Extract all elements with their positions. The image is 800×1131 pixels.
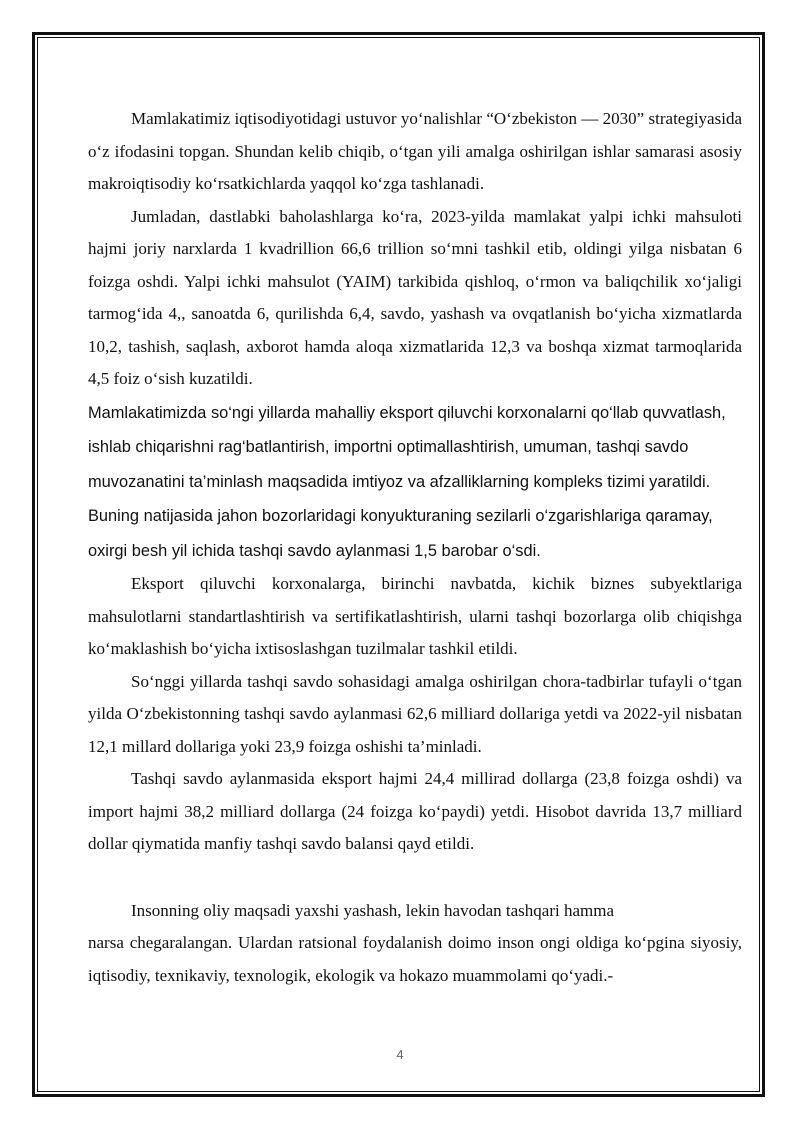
document-body bbox=[88, 103, 742, 992]
paragraph-strategy: Mamlakatimiz iqtisodiyotidagi ustuvor yo‘nalishlar “O‘zbekiston — 2030” strategiyasida o‘z ifodasini topgan. Shundan kelib chiqib, o‘tgan yili amalga oshirilgan ishlar samarasi asosiy makroiqtisodiy ko‘rsatkichlarda yaqqol ko‘zga tashlanadi. bbox=[88, 109, 742, 193]
paragraph-export-import: Tashqi savdo aylanmasida eksport hajmi 24,4 millirad dollarga (23,8 foizga oshdi) va import hajmi 38,2 milliard dollarga (24 foizga ko‘paydi) yetdi. Hisobot davrida 13,7 milliard dollar qiymatida manfiy tashqi savdo balansi qayd etildi. bbox=[88, 769, 742, 853]
page-number: 4 bbox=[396, 1047, 404, 1062]
paragraph-export-structures: Eksport qiluvchi korxonalarga, birinchi navbatda, kichik biznes subyektlariga mahsulotlarni standartlashtirish va sertifikatlashtirish, ularni tashqi bozorlarga olib chiqishga ko‘maklashish bo‘yicha ixtisoslashgan tuzilmalar tashkil etildi. bbox=[88, 574, 742, 658]
paragraph-trade-turnover: So‘nggi yillarda tashqi savdo sohasidagi amalga oshirilgan chora-tadbirlar tufayli o‘tgan yilda O‘zbekistonning tashqi savdo aylanmasi 62,6 milliard dollariga yetdi va 2022-yil nisbatan 12,1 millard dollariga yoki 23,9 foizga oshishi ta’minladi. bbox=[88, 671, 742, 756]
paragraph-human-goal-continued: narsa chegaralangan. Ulardan ratsional foydalanish doimo inson ongi oldiga ko‘pgina siyosiy, iqtisodiy, texnikaviy, texnologik, ekologik va hokazo muammolami qo‘yadi.- bbox=[88, 933, 742, 985]
paragraph-export-support: Mamlakatimizda so‘ngi yillarda mahalliy eksport qiluvchi korxonalarni qo‘llab quvvatlash, ishlab chiqarishni rag‘batlantirish, importni optimallashtirish, umuman, tashqi savdo muvozanatini ta’minlash maqsadida imtiyoz va afzalliklarning kompleks tizimi yaratildi. Buning natijasida jahon bozorlaridagi konyukturaning sezilarli o‘zgarishlariga qaramay, oxirgi besh yil ichida tashqi savdo aylanmasi 1,5 barobar o‘sdi. bbox=[88, 403, 726, 560]
paragraph-gdp: Jumladan, dastlabki baholashlarga ko‘ra, 2023-yilda mamlakat yalpi ichki mahsuloti hajmi joriy narxlarda 1 kvadrillion 66,6 trillion so‘mni tashkil etib, oldingi yilga nisbatan 6 foizga oshdi. Yalpi ichki mahsulot (YAIM) tarkibida qishloq, o‘rmon va baliqchilik xo‘jaligi tarmog‘ida 4,, sanoatda 6, qurilishda 6,4, savdo, yashash va ovqatlanish bo‘yicha xizmatlarda 10,2, tashish, saqlash, axborot hamda aloqa xizmatlarida 12,3 va boshqa xizmat tarmoqlarida 4,5 foiz o‘sish kuzatildi. bbox=[88, 206, 742, 388]
paragraph-human-goal-line: Insonning oliy maqsadi yaxshi yashash, lekin havodan tashqari hamma bbox=[131, 900, 614, 920]
